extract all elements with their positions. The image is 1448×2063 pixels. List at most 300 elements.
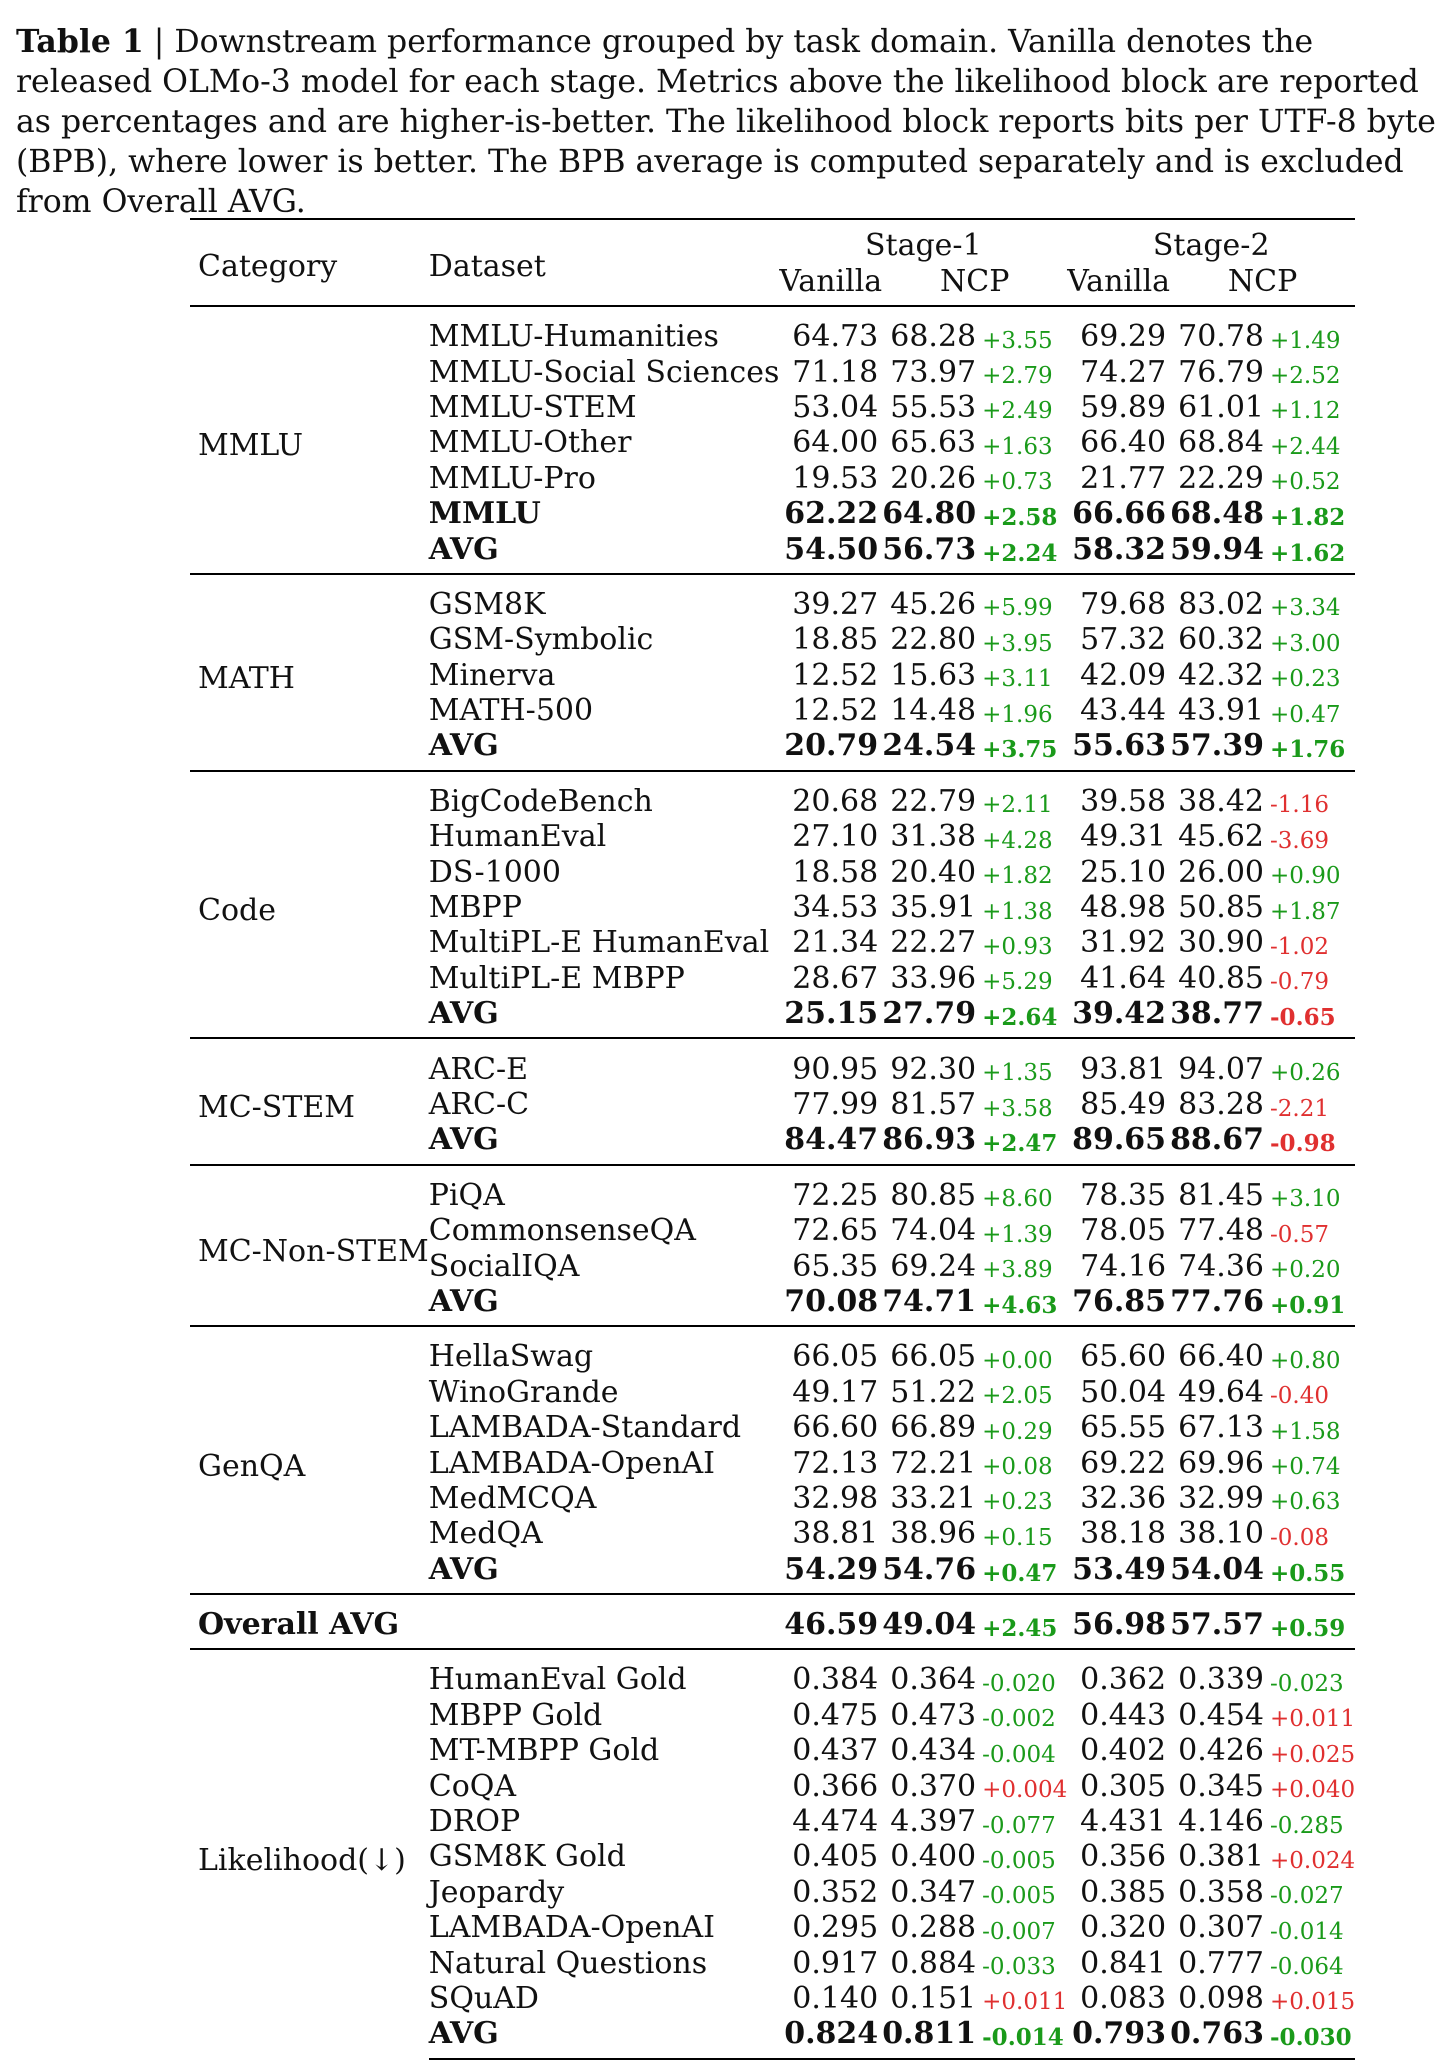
value-vanilla-s1: 53.04 — [792, 389, 879, 425]
value-vanilla-s1: 12.52 — [792, 693, 879, 729]
dataset-cell: AVG — [429, 2016, 780, 2058]
value-ncp-s1: 49.04 — [882, 1594, 980, 1649]
dataset-cell: MATH-500 — [428, 693, 594, 729]
value-ncp-s2: 26.00 — [1178, 854, 1265, 890]
delta-s1: +1.82 — [982, 863, 1053, 890]
dataset-cell: MMLU — [428, 496, 541, 532]
value-ncp-s2: 0.307 — [1178, 1910, 1265, 1946]
value-vanilla-s2: 57.32 — [1080, 622, 1167, 658]
value-ncp-s1: 14.48 — [890, 693, 977, 729]
value-ncp-s1: 20.40 — [890, 854, 977, 890]
value-vanilla-s1: 0.917 — [792, 1945, 879, 1981]
value-ncp-s1: 33.21 — [890, 1480, 977, 1516]
dataset-cell: AVG — [428, 1551, 499, 1587]
delta-s1: -0.005 — [982, 1883, 1056, 1910]
value-ncp-s2: 70.78 — [1170, 306, 1268, 354]
value-vanilla-s1: 46.59 — [779, 1594, 882, 1649]
value-vanilla-s2: 93.81 — [1067, 1038, 1170, 1086]
dataset-cell: BigCodeBench — [429, 771, 780, 819]
value-ncp-s2: 0.426 — [1178, 1733, 1265, 1769]
value-ncp-s1: 66.05 — [882, 1326, 980, 1374]
delta-s2: +0.025 — [1270, 1741, 1356, 1768]
delta-s2: -0.064 — [1270, 1954, 1344, 1981]
delta-s2: +1.49 — [1268, 310, 1355, 358]
value-ncp-s2: 81.45 — [1170, 1165, 1268, 1213]
value-vanilla-s1: 12.52 — [792, 657, 879, 693]
value-ncp-s1: 0.364 — [882, 1649, 980, 1697]
header-stage1: Stage-1 — [779, 219, 1067, 263]
delta-s1: +2.49 — [982, 398, 1053, 425]
value-vanilla-s2: 39.42 — [1072, 996, 1167, 1032]
value-ncp-s1: 22.27 — [890, 925, 977, 961]
value-ncp-s1: 65.63 — [890, 425, 977, 461]
value-ncp-s2: 68.48 — [1170, 496, 1265, 532]
value-vanilla-s2: 55.63 — [1072, 728, 1167, 764]
value-ncp-s2: 42.32 — [1178, 657, 1265, 693]
dataset-cell: MultiPL-E HumanEval — [428, 925, 770, 961]
value-ncp-s1: 80.85 — [882, 1165, 980, 1213]
table-row-summary — [190, 1594, 1355, 1649]
value-ncp-s2: 69.96 — [1178, 1445, 1265, 1481]
delta-s2: +0.47 — [1270, 701, 1341, 728]
value-ncp-s1: 66.89 — [890, 1410, 977, 1446]
delta-s1: -0.002 — [982, 1706, 1056, 1733]
delta-s2: -0.027 — [1270, 1883, 1344, 1910]
dataset-cell: AVG — [428, 1283, 499, 1319]
value-ncp-s1: 22.80 — [890, 622, 977, 658]
delta-s2: -0.57 — [1270, 1221, 1329, 1248]
dataset-cell: MMLU-Social Sciences — [428, 354, 780, 390]
dataset-cell: Minerva — [428, 657, 556, 693]
delta-s2: +0.52 — [1270, 469, 1341, 496]
value-ncp-s2: 77.48 — [1178, 1213, 1265, 1249]
value-ncp-s2: 57.57 — [1170, 1594, 1268, 1649]
value-vanilla-s2: 4.431 — [1080, 1804, 1167, 1840]
value-vanilla-s2: 56.98 — [1067, 1594, 1170, 1649]
dataset-cell: ARC-E — [429, 1038, 780, 1086]
value-ncp-s1: 0.473 — [890, 1697, 977, 1733]
delta-s1: -0.033 — [982, 1954, 1056, 1981]
value-ncp-s1: 15.63 — [890, 657, 977, 693]
delta-s1: +0.73 — [982, 469, 1053, 496]
dataset-cell: CommonsenseQA — [428, 1213, 696, 1249]
value-ncp-s1: 0.434 — [890, 1733, 977, 1769]
delta-s1: +0.00 — [980, 1330, 1067, 1378]
delta-s1: +3.11 — [982, 666, 1053, 693]
value-vanilla-s1: 4.474 — [792, 1804, 879, 1840]
value-ncp-s1: 0.811 — [882, 2016, 980, 2058]
caption-text: | Downstream performance grouped by task domain. Vanilla denotes the released OLMo-3 model for each stage. Metrics above the likelihood block are reported as percentages and are higher-is-better. The likelihood block reports bits per UTF-8 byte (BPB), where lower is better. The BPB average is computed separately and is excluded from Overall AVG. — [16, 24, 1436, 220]
delta-s2: -0.98 — [1270, 1130, 1336, 1158]
delta-s2: +3.10 — [1268, 1169, 1355, 1217]
table-row — [190, 1165, 1355, 1213]
caption-label: Table 1 — [16, 23, 144, 60]
value-vanilla-s2: 49.31 — [1080, 819, 1167, 855]
delta-s1: -0.077 — [982, 1812, 1056, 1839]
value-vanilla-s1: 19.53 — [792, 460, 879, 496]
delta-s1: +1.96 — [982, 701, 1053, 728]
delta-s1: +4.63 — [982, 1291, 1058, 1319]
delta-s1: +0.011 — [982, 1989, 1068, 2016]
value-vanilla-s2: 25.10 — [1080, 854, 1167, 890]
delta-s2: +1.76 — [1270, 736, 1346, 764]
value-vanilla-s1: 0.352 — [792, 1874, 879, 1910]
value-vanilla-s1: 20.79 — [784, 728, 879, 764]
value-vanilla-s2: 78.35 — [1067, 1165, 1170, 1213]
value-vanilla-s1: 0.475 — [792, 1697, 879, 1733]
delta-s1: +1.38 — [982, 898, 1053, 925]
value-ncp-s2: 45.62 — [1178, 819, 1265, 855]
value-ncp-s1: 0.151 — [890, 1980, 977, 2016]
delta-s2: -0.79 — [1270, 969, 1329, 996]
value-ncp-s1: 22.79 — [882, 771, 980, 819]
value-vanilla-s1: 0.384 — [779, 1649, 882, 1697]
value-vanilla-s1: 0.437 — [792, 1733, 879, 1769]
value-vanilla-s2: 66.40 — [1080, 425, 1167, 461]
delta-s1: +0.29 — [982, 1418, 1053, 1445]
value-vanilla-s2: 65.60 — [1067, 1326, 1170, 1374]
delta-s2: +1.12 — [1270, 398, 1341, 425]
value-ncp-s2: 32.99 — [1178, 1480, 1265, 1516]
value-ncp-s1: 0.400 — [890, 1839, 977, 1875]
value-ncp-s1: 68.28 — [882, 306, 980, 354]
value-vanilla-s1: 65.35 — [792, 1248, 879, 1284]
value-vanilla-s1: 90.95 — [779, 1038, 882, 1086]
value-vanilla-s1: 0.405 — [792, 1839, 879, 1875]
value-ncp-s2: 67.13 — [1178, 1410, 1265, 1446]
header-stage2: Stage-2 — [1067, 219, 1355, 263]
value-ncp-s1: 73.97 — [890, 354, 977, 390]
value-ncp-s1: 45.26 — [882, 574, 980, 622]
dataset-cell: AVG — [428, 728, 499, 764]
dataset-cell: SQuAD — [428, 1980, 539, 2016]
value-ncp-s1: 4.397 — [890, 1804, 977, 1840]
table-caption — [16, 22, 1436, 222]
dataset-cell: AVG — [428, 1122, 499, 1158]
dataset-cell: GSM8K — [429, 574, 780, 622]
dataset-cell: MT-MBPP Gold — [428, 1733, 660, 1769]
value-ncp-s1: 35.91 — [890, 890, 977, 926]
value-vanilla-s2: 0.305 — [1080, 1768, 1167, 1804]
dataset-cell: AVG — [428, 996, 499, 1032]
delta-s1: +2.47 — [982, 1130, 1058, 1158]
delta-s1: +2.64 — [982, 1004, 1058, 1032]
value-vanilla-s2: 76.85 — [1072, 1283, 1167, 1319]
value-vanilla-s1: 0.366 — [792, 1768, 879, 1804]
delta-s2: +0.91 — [1270, 1291, 1346, 1319]
overall-label: Overall AVG — [190, 1594, 779, 1649]
delta-s1: +1.63 — [982, 433, 1053, 460]
value-ncp-s2: 76.79 — [1178, 354, 1265, 390]
category-cell: MMLU — [190, 306, 429, 574]
delta-s2: -0.65 — [1270, 1004, 1336, 1032]
value-ncp-s2: 54.04 — [1170, 1551, 1265, 1587]
delta-s2: -0.014 — [1270, 1918, 1344, 1945]
value-vanilla-s2: 50.04 — [1080, 1374, 1167, 1410]
category-cell: Code — [190, 771, 429, 1039]
delta-s2: +0.80 — [1268, 1330, 1355, 1378]
table-row — [190, 1649, 1355, 1697]
value-vanilla-s2: 66.66 — [1072, 496, 1167, 532]
delta-s1: +5.29 — [982, 969, 1053, 996]
value-vanilla-s2: 0.083 — [1080, 1980, 1167, 2016]
delta-s2: -0.08 — [1270, 1524, 1329, 1551]
value-vanilla-s2: 85.49 — [1080, 1087, 1167, 1122]
table-row — [190, 1038, 1355, 1086]
value-vanilla-s1: 72.13 — [792, 1445, 879, 1481]
delta-s1: -0.014 — [980, 2020, 1067, 2062]
value-vanilla-s2: 0.362 — [1067, 1649, 1170, 1697]
dataset-cell: LAMBADA-OpenAI — [428, 1910, 716, 1946]
value-ncp-s2: 38.10 — [1178, 1516, 1265, 1552]
value-ncp-s2: 0.763 — [1170, 2016, 1268, 2058]
value-vanilla-s2: 53.49 — [1072, 1551, 1167, 1587]
value-ncp-s1: 0.288 — [890, 1910, 977, 1946]
dataset-cell: Natural Questions — [428, 1945, 708, 1981]
dataset-cell: GSM8K Gold — [428, 1839, 626, 1875]
value-ncp-s2: 38.42 — [1170, 771, 1268, 819]
dataset-cell: PiQA — [429, 1165, 780, 1213]
value-vanilla-s1: 72.65 — [792, 1213, 879, 1249]
value-vanilla-s2: 74.16 — [1080, 1248, 1167, 1284]
value-ncp-s2: 57.39 — [1170, 728, 1265, 764]
value-ncp-s2: 0.777 — [1178, 1945, 1265, 1981]
value-ncp-s2: 0.381 — [1178, 1839, 1265, 1875]
dataset-cell: WinoGrande — [428, 1374, 619, 1410]
value-vanilla-s2: 89.65 — [1072, 1122, 1167, 1158]
dataset-cell: MMLU-Pro — [428, 460, 596, 496]
value-ncp-s2: 60.32 — [1178, 622, 1265, 658]
value-ncp-s1: 0.347 — [890, 1874, 977, 1910]
delta-s2: +0.024 — [1270, 1847, 1356, 1874]
value-vanilla-s2: 58.32 — [1072, 531, 1167, 567]
dataset-cell: HumanEval Gold — [429, 1649, 780, 1697]
value-ncp-s2: 43.91 — [1178, 693, 1265, 729]
dataset-cell: LAMBADA-Standard — [428, 1410, 742, 1446]
table-row — [190, 306, 1355, 354]
value-vanilla-s2: 39.58 — [1067, 771, 1170, 819]
dataset-cell: HellaSwag — [429, 1326, 780, 1374]
value-vanilla-s1: 27.10 — [792, 819, 879, 855]
dataset-cell: AVG — [428, 531, 499, 567]
dataset-cell: Jeopardy — [428, 1874, 565, 1910]
value-vanilla-s1: 39.27 — [779, 574, 882, 622]
category-cell: GenQA — [190, 1326, 429, 1594]
dataset-cell: DROP — [428, 1804, 521, 1840]
delta-s1: +2.58 — [982, 504, 1058, 532]
value-ncp-s2: 88.67 — [1170, 1122, 1265, 1158]
value-vanilla-s2: 0.402 — [1080, 1733, 1167, 1769]
value-ncp-s1: 86.93 — [882, 1122, 977, 1158]
value-vanilla-s2: 38.18 — [1080, 1516, 1167, 1552]
value-vanilla-s1: 34.53 — [792, 890, 879, 926]
delta-s1: +2.24 — [982, 539, 1058, 567]
delta-s2: +2.44 — [1270, 433, 1341, 460]
value-vanilla-s1: 71.18 — [792, 354, 879, 390]
delta-s2: -1.16 — [1268, 775, 1355, 823]
value-ncp-s2: 0.454 — [1178, 1697, 1265, 1733]
header-stage1-vanilla: Vanilla — [779, 263, 883, 299]
value-vanilla-s1: 0.824 — [779, 2016, 882, 2058]
value-vanilla-s1: 49.17 — [792, 1374, 879, 1410]
table-row — [190, 1326, 1355, 1374]
dataset-cell: MMLU-Humanities — [429, 306, 780, 354]
delta-s2: +1.87 — [1270, 898, 1341, 925]
value-ncp-s1: 20.26 — [890, 460, 977, 496]
delta-s1: +2.11 — [980, 775, 1067, 823]
category-cell: Likelihood(↓) — [190, 1649, 429, 2058]
value-vanilla-s2: 42.09 — [1080, 657, 1167, 693]
value-ncp-s1: 81.57 — [890, 1087, 977, 1122]
delta-s1: +0.93 — [982, 933, 1053, 960]
delta-s1: +3.95 — [982, 630, 1053, 657]
delta-s2: +2.52 — [1270, 363, 1341, 390]
delta-s2: +3.00 — [1270, 630, 1341, 657]
value-ncp-s1: 56.73 — [882, 531, 977, 567]
delta-s2: +0.59 — [1268, 1598, 1355, 1653]
value-ncp-s1: 0.884 — [890, 1945, 977, 1981]
value-ncp-s1: 64.80 — [882, 496, 977, 532]
value-ncp-s1: 72.21 — [890, 1445, 977, 1481]
table-row — [190, 771, 1355, 819]
header-stage2-vanilla: Vanilla — [1067, 263, 1171, 299]
dataset-cell: SocialIQA — [428, 1248, 580, 1284]
delta-s2: +0.63 — [1270, 1489, 1341, 1516]
delta-s2: +0.26 — [1268, 1042, 1355, 1090]
value-ncp-s2: 83.02 — [1170, 574, 1268, 622]
header-dataset: Dataset — [429, 219, 780, 306]
value-ncp-s2: 40.85 — [1178, 960, 1265, 996]
value-vanilla-s1: 21.34 — [792, 925, 879, 961]
delta-s2: +0.23 — [1270, 666, 1341, 693]
dataset-cell: LAMBADA-OpenAI — [428, 1445, 716, 1481]
delta-s1: +3.55 — [980, 310, 1067, 358]
value-vanilla-s1: 0.140 — [792, 1980, 879, 2016]
value-vanilla-s2: 0.385 — [1080, 1874, 1167, 1910]
delta-s2: +0.90 — [1270, 863, 1341, 890]
value-ncp-s1: 74.04 — [890, 1213, 977, 1249]
value-ncp-s2: 0.339 — [1170, 1649, 1268, 1697]
delta-s1: +4.28 — [982, 827, 1053, 854]
delta-s1: +1.39 — [982, 1221, 1053, 1248]
value-vanilla-s2: 48.98 — [1080, 890, 1167, 926]
value-ncp-s2: 61.01 — [1178, 389, 1265, 425]
value-ncp-s2: 68.84 — [1178, 425, 1265, 461]
header-row-1 — [190, 219, 1355, 263]
value-vanilla-s2: 43.44 — [1080, 693, 1167, 729]
dataset-cell: MedMCQA — [428, 1480, 597, 1516]
dataset-cell: ARC-C — [428, 1087, 530, 1122]
value-vanilla-s1: 66.60 — [792, 1410, 879, 1446]
table-row — [190, 574, 1355, 622]
dataset-cell: MedQA — [428, 1516, 543, 1552]
value-vanilla-s2: 69.22 — [1080, 1445, 1167, 1481]
value-vanilla-s2: 0.356 — [1080, 1839, 1167, 1875]
dataset-cell: MBPP — [428, 890, 522, 926]
value-vanilla-s1: 66.05 — [779, 1326, 882, 1374]
delta-s2: +0.015 — [1270, 1989, 1356, 2016]
delta-s2: -1.02 — [1270, 933, 1329, 960]
value-vanilla-s2: 41.64 — [1080, 960, 1167, 996]
value-vanilla-s2: 79.68 — [1067, 574, 1170, 622]
value-vanilla-s2: 0.793 — [1067, 2016, 1170, 2058]
delta-s1: -0.007 — [982, 1918, 1056, 1945]
dataset-cell: HumanEval — [428, 819, 607, 855]
delta-s2: +0.74 — [1270, 1454, 1341, 1481]
delta-s1: -0.004 — [982, 1741, 1056, 1768]
value-ncp-s1: 0.370 — [890, 1768, 977, 1804]
value-ncp-s1: 54.76 — [882, 1551, 977, 1587]
delta-s2: +3.34 — [1268, 578, 1355, 626]
value-ncp-s1: 69.24 — [890, 1248, 977, 1284]
value-ncp-s2: 50.85 — [1178, 890, 1265, 926]
value-ncp-s2: 0.345 — [1178, 1768, 1265, 1804]
header-category: Category — [190, 219, 429, 306]
value-ncp-s2: 0.098 — [1178, 1980, 1265, 2016]
value-ncp-s1: 31.38 — [890, 819, 977, 855]
value-ncp-s2: 59.94 — [1170, 531, 1265, 567]
value-ncp-s2: 94.07 — [1170, 1038, 1268, 1086]
value-ncp-s2: 66.40 — [1170, 1326, 1268, 1374]
delta-s2: -0.023 — [1268, 1653, 1355, 1701]
value-vanilla-s1: 62.22 — [784, 496, 879, 532]
value-vanilla-s1: 72.25 — [779, 1165, 882, 1213]
delta-s2: +1.62 — [1270, 539, 1346, 567]
delta-s2: +1.58 — [1270, 1418, 1341, 1445]
dataset-cell: CoQA — [428, 1768, 517, 1804]
value-vanilla-s2: 74.27 — [1080, 354, 1167, 390]
delta-s1: +2.05 — [982, 1383, 1053, 1410]
dataset-cell: MultiPL-E MBPP — [428, 960, 685, 996]
value-ncp-s2: 22.29 — [1178, 460, 1265, 496]
delta-s2: +0.040 — [1270, 1777, 1356, 1804]
value-ncp-s1: 33.96 — [890, 960, 977, 996]
value-vanilla-s1: 28.67 — [792, 960, 879, 996]
value-ncp-s1: 51.22 — [890, 1374, 977, 1410]
value-ncp-s1: 55.53 — [890, 389, 977, 425]
value-vanilla-s1: 77.99 — [792, 1087, 879, 1122]
delta-s2: -3.69 — [1270, 827, 1329, 854]
category-cell: MATH — [190, 574, 429, 771]
value-vanilla-s2: 0.443 — [1080, 1697, 1167, 1733]
value-vanilla-s2: 32.36 — [1080, 1480, 1167, 1516]
value-vanilla-s1: 54.29 — [784, 1551, 879, 1587]
delta-s1: +5.99 — [980, 578, 1067, 626]
value-ncp-s2: 0.358 — [1178, 1874, 1265, 1910]
value-vanilla-s2: 0.841 — [1080, 1945, 1167, 1981]
delta-s1: +1.35 — [980, 1042, 1067, 1090]
delta-s2: +0.20 — [1270, 1257, 1341, 1284]
dataset-cell: MMLU-Other — [428, 425, 632, 461]
delta-s1: +3.89 — [982, 1257, 1053, 1284]
value-ncp-s1: 92.30 — [882, 1038, 980, 1086]
value-vanilla-s2: 31.92 — [1080, 925, 1167, 961]
value-ncp-s1: 27.79 — [882, 996, 977, 1032]
delta-s2: +0.011 — [1270, 1706, 1356, 1733]
delta-s1: +3.75 — [982, 736, 1058, 764]
value-vanilla-s2: 0.320 — [1080, 1910, 1167, 1946]
delta-s1: -0.020 — [980, 1653, 1067, 1701]
delta-s1: +2.79 — [982, 363, 1053, 390]
value-ncp-s1: 74.71 — [882, 1283, 977, 1319]
value-vanilla-s2: 59.89 — [1080, 389, 1167, 425]
delta-s2: -2.21 — [1270, 1095, 1329, 1122]
dataset-cell: DS-1000 — [428, 854, 561, 890]
value-vanilla-s1: 70.08 — [784, 1283, 879, 1319]
value-vanilla-s2: 65.55 — [1080, 1410, 1167, 1446]
value-ncp-s1: 24.54 — [882, 728, 977, 764]
value-vanilla-s1: 38.81 — [792, 1516, 879, 1552]
